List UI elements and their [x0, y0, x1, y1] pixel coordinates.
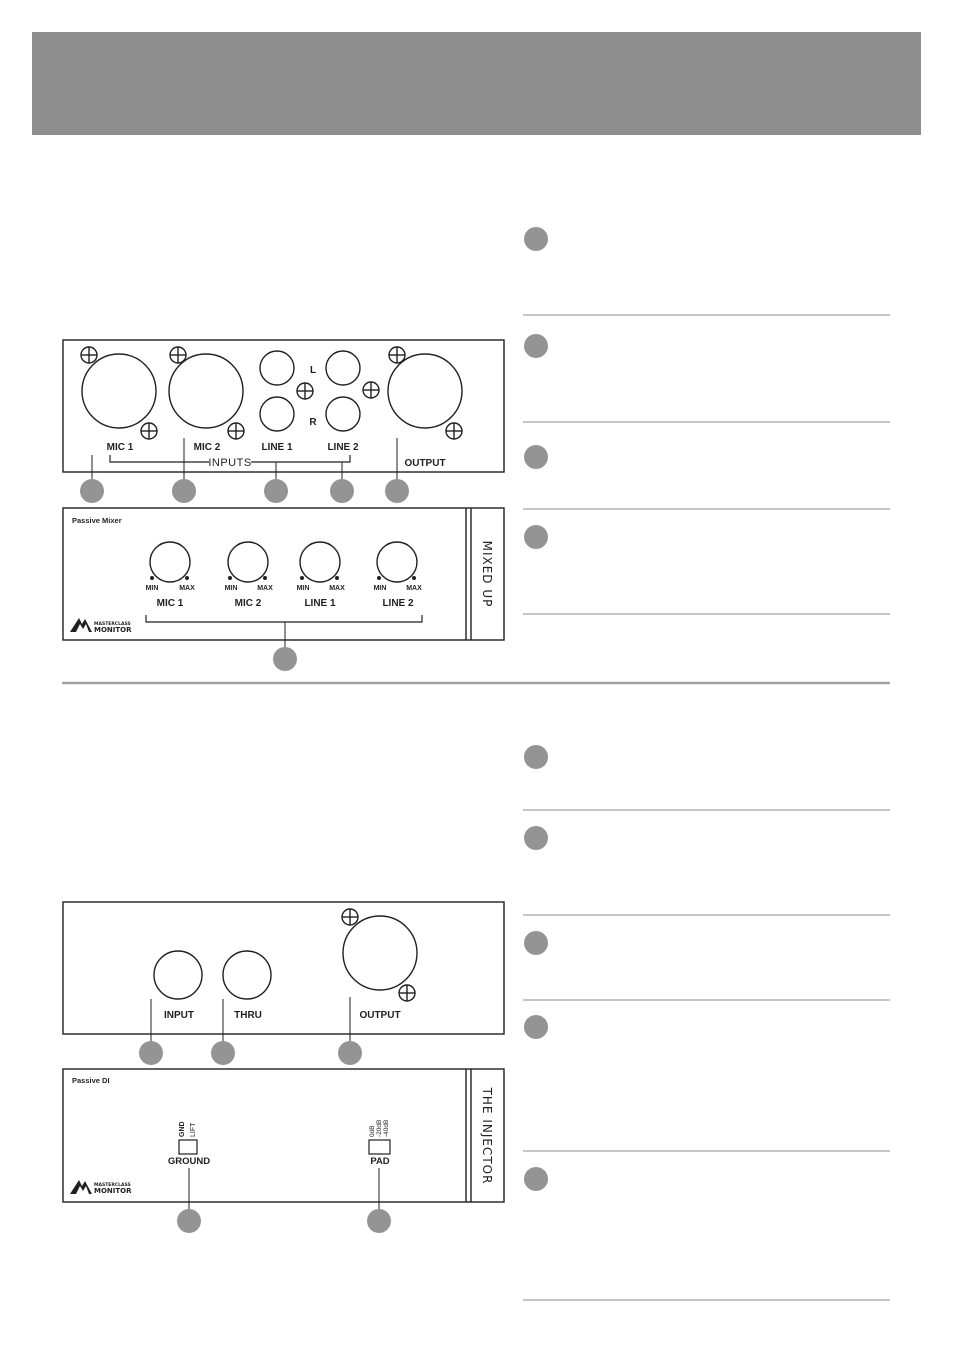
screw-icon	[389, 347, 405, 363]
output-label: OUTPUT	[404, 458, 446, 469]
callout-marker	[264, 479, 288, 503]
knob-max-label: MAX	[179, 585, 195, 592]
left-channel-label: L	[309, 365, 317, 376]
screw-icon	[228, 423, 244, 439]
output-label: OUTPUT	[359, 1010, 401, 1021]
callout-marker	[273, 647, 297, 671]
output-xlr-jack	[388, 354, 462, 428]
mic2-xlr-jack	[169, 354, 243, 428]
thru-jack	[223, 951, 271, 999]
callout-marker	[524, 227, 548, 251]
callout-marker	[524, 745, 548, 769]
line2-label: LINE 2	[327, 442, 359, 453]
input-jack	[154, 951, 202, 999]
screw-icon	[297, 383, 313, 399]
knob-min-label: MIN	[224, 585, 238, 592]
callout-marker	[385, 479, 409, 503]
inputs-group-label: INPUTS	[208, 457, 252, 469]
screw-icon	[399, 985, 415, 1001]
mic1-xlr-jack	[82, 354, 156, 428]
brand-line1: MASTERCLASS	[94, 622, 131, 627]
pad-0db-label: 0dB	[369, 1125, 376, 1137]
callout-marker	[80, 479, 104, 503]
pad-label: PAD	[370, 1156, 390, 1167]
ground-lift-switch	[179, 1140, 197, 1154]
screw-icon	[342, 909, 358, 925]
line2-left-rca-jack	[326, 351, 360, 385]
callout-marker	[524, 1015, 548, 1039]
mixer-product-name: MIXED UP	[480, 540, 494, 608]
ground-label: GROUND	[167, 1156, 211, 1167]
di-model-label: Passive DI	[72, 1076, 110, 1085]
knob-min-label: MIN	[373, 585, 387, 592]
callout-marker	[139, 1041, 163, 1065]
brand-line2: MONITOR	[94, 626, 132, 634]
callout-marker	[524, 931, 548, 955]
line1-level-knob	[300, 542, 340, 582]
screw-icon	[141, 423, 157, 439]
line2-right-rca-jack	[326, 397, 360, 431]
screw-icon	[363, 382, 379, 398]
input-label: INPUT	[164, 1010, 194, 1021]
callout-marker	[524, 334, 548, 358]
knob-max-label: MAX	[257, 585, 273, 592]
mic2-knob-label: MIC 2	[234, 598, 262, 609]
line1-knob-label: LINE 1	[304, 598, 336, 609]
callout-marker	[367, 1209, 391, 1233]
mixer-front-panel	[63, 508, 504, 640]
screw-icon	[170, 347, 186, 363]
mic1-level-knob	[150, 542, 190, 582]
screw-icon	[446, 423, 462, 439]
pad-switch	[369, 1140, 390, 1154]
callout-marker	[211, 1041, 235, 1065]
ground-gnd-label: GND	[179, 1121, 186, 1137]
mic2-label: MIC 2	[193, 442, 221, 453]
mixer-back-panel	[63, 340, 504, 472]
screw-icon	[81, 347, 97, 363]
line2-level-knob	[377, 542, 417, 582]
knob-max-label: MAX	[406, 585, 422, 592]
callout-marker	[172, 479, 196, 503]
di-product-name: THE INJECTOR	[480, 1087, 494, 1185]
line2-knob-label: LINE 2	[382, 598, 414, 609]
line1-left-rca-jack	[260, 351, 294, 385]
mic2-level-knob	[228, 542, 268, 582]
di-callout-list	[523, 745, 890, 1300]
mic1-label: MIC 1	[106, 442, 134, 453]
right-channel-label: R	[309, 417, 317, 428]
line1-right-rca-jack	[260, 397, 294, 431]
di-back-panel	[63, 902, 504, 1034]
callout-marker	[524, 1167, 548, 1191]
callout-marker	[338, 1041, 362, 1065]
mixer-callout-list	[523, 227, 890, 614]
pad-20db-label: -20dB	[376, 1119, 383, 1137]
thru-label: THRU	[234, 1010, 262, 1021]
di-front-panel	[63, 1069, 504, 1202]
ground-lift-label: LIFT	[190, 1122, 197, 1137]
brand-line1: MASTERCLASS	[94, 1183, 131, 1188]
callout-marker	[524, 525, 548, 549]
knob-min-label: MIN	[145, 585, 159, 592]
brand-line2: MONITOR	[94, 1187, 132, 1195]
callout-marker	[524, 445, 548, 469]
callout-marker	[330, 479, 354, 503]
callout-marker	[524, 826, 548, 850]
output-xlr-jack	[343, 916, 417, 990]
line1-label: LINE 1	[261, 442, 293, 453]
pad-40db-label: -40dB	[383, 1119, 390, 1137]
mic1-knob-label: MIC 1	[156, 598, 184, 609]
knob-max-label: MAX	[329, 585, 345, 592]
mixer-model-label: Passive Mixer	[72, 516, 122, 525]
knob-min-label: MIN	[296, 585, 310, 592]
callout-marker	[177, 1209, 201, 1233]
